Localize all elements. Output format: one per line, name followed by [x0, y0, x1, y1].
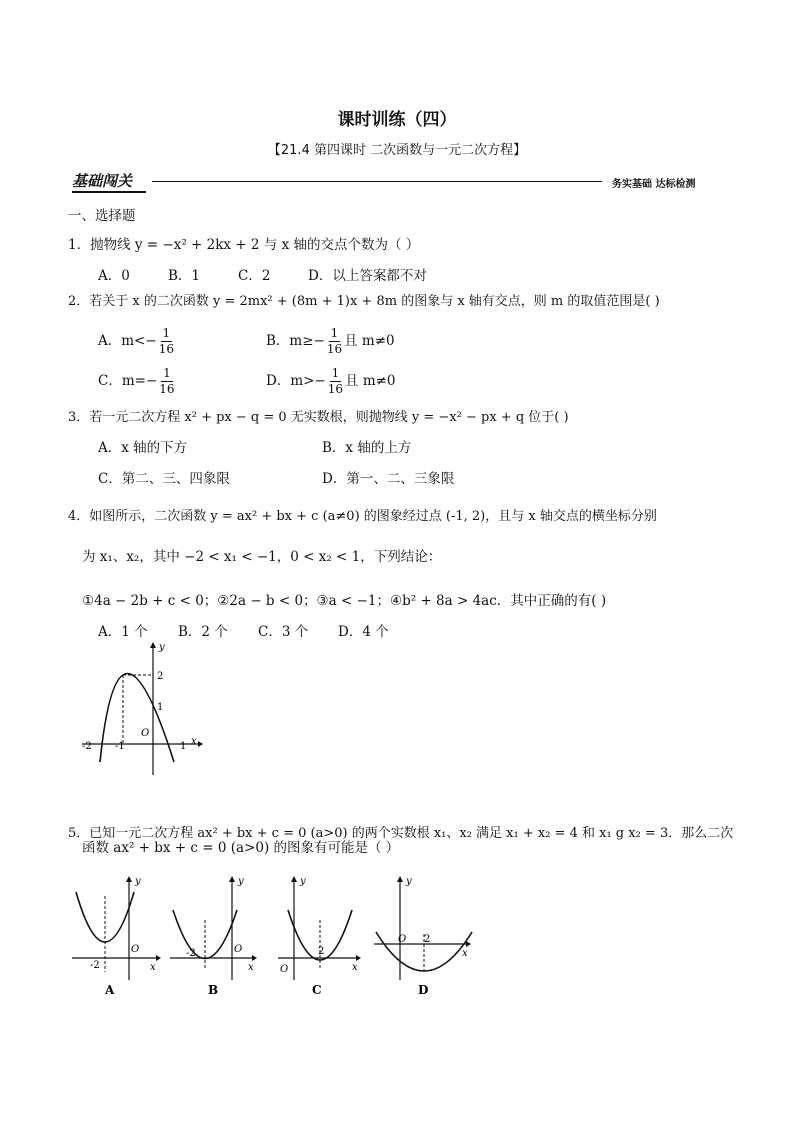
- x-axis-arrow: [198, 741, 203, 747]
- y-axis-arrow: [150, 642, 156, 648]
- q1-option-a: A．0: [98, 268, 130, 284]
- q5-graph-c: [272, 872, 367, 997]
- y-axis-label: y: [300, 876, 306, 887]
- section-label: 基础闯关: [72, 172, 133, 190]
- section-underline: [72, 191, 146, 193]
- fraction-numerator: 1: [163, 366, 171, 380]
- x-tick-label: 1: [180, 741, 187, 752]
- q4-line2: 为 x₁、x₂，其中 −2 < x₁ < −1，0 < x₂ < 1，下列结论：: [82, 549, 442, 565]
- q2-a-text: A．m<−: [98, 333, 157, 349]
- x-tick-label: -2: [82, 741, 92, 752]
- y-axis-arrow: [397, 876, 403, 882]
- q4-option-a: A．1 个: [98, 624, 148, 640]
- y-axis-label: y: [238, 876, 244, 887]
- q4-graph: [70, 640, 210, 780]
- choice-label: C: [312, 983, 322, 997]
- x-tick-label: -2: [186, 948, 196, 959]
- q4-option-b: B．2 个: [178, 624, 228, 640]
- fraction-numerator: 1: [331, 366, 340, 380]
- q5-graph-d: [372, 872, 477, 997]
- origin-label: O: [280, 964, 289, 975]
- q1-option-b: B．1: [168, 268, 201, 284]
- choice-label: D: [418, 983, 429, 997]
- q5-line2: 函数 ax² + bx + c = 0 (a>0) 的图象有可能是（ ）: [82, 840, 400, 856]
- fraction: [159, 366, 174, 397]
- x-axis-label: x: [352, 962, 358, 973]
- x-axis-arrow: [466, 941, 471, 947]
- origin-label: O: [141, 728, 150, 739]
- q4-option-d: D．4 个: [338, 624, 389, 640]
- x-tick-label: -1: [115, 741, 125, 752]
- q2-b-suffix: 且 m≠0: [344, 333, 395, 349]
- q3-option-b: B．x 轴的上方: [322, 440, 412, 456]
- fraction-denominator: 16: [327, 382, 344, 396]
- y-tick-label: 2: [157, 671, 164, 682]
- choice-label: A: [105, 983, 115, 997]
- fraction: [159, 326, 174, 357]
- q2-option-c: [98, 366, 177, 397]
- q2-option-b: [266, 326, 395, 357]
- page-title: 课时训练（四）: [337, 110, 457, 130]
- q2-d-text: D．m>−: [266, 373, 326, 389]
- q1-stem: 1．抛物线 y = −x² + 2kx + 2 与 x 轴的交点个数为（ ）: [68, 237, 420, 253]
- q1-option-c: C．2: [238, 268, 271, 284]
- q2-d-suffix: 且 m≠0: [345, 373, 396, 389]
- parabola-curve: [100, 674, 174, 763]
- q3-option-c: C．第二、三、四象限: [98, 471, 230, 487]
- y-axis-label: y: [406, 876, 412, 887]
- y-axis-arrow: [126, 876, 132, 882]
- fraction-numerator: 1: [162, 326, 171, 340]
- q5-line1: 5．已知一元二次方程 ax² + bx + c = 0 (a>0) 的两个实数根 x₁、x₂ 满足 x₁ + x₂ = 4 和 x₁ g x₂ = 3．那么二次: [68, 826, 734, 841]
- y-axis-arrow: [291, 876, 297, 882]
- q2-b-text: B．m≥−: [266, 333, 325, 349]
- section-tagline: 务实基础 达标检测: [612, 179, 696, 190]
- q2-option-d: [266, 366, 396, 397]
- q4-option-c: C．3 个: [258, 624, 309, 640]
- x-axis-arrow: [252, 955, 257, 961]
- q1-option-d: D．以上答案都不对: [308, 268, 427, 284]
- x-axis-arrow: [356, 955, 361, 961]
- q2-option-a: [98, 326, 176, 357]
- x-axis-label: x: [191, 736, 197, 747]
- x-tick-label: -2: [90, 960, 100, 971]
- origin-label: O: [234, 944, 243, 955]
- origin-label: O: [131, 944, 140, 955]
- choice-label: B: [208, 983, 219, 997]
- y-axis-label: y: [159, 642, 165, 653]
- fraction: [328, 366, 343, 397]
- fraction: [327, 326, 342, 357]
- q2-stem: 2．若关于 x 的二次函数 y = 2mx² + (8m + 1)x + 8m 的图象与 x 轴有交点，则 m 的取值范围是( ): [68, 294, 660, 309]
- q4-line3: ①4a − 2b + c < 0；②2a − b < 0；③a < −1；④b² + 8a > 4ac．其中正确的有( ): [82, 593, 607, 609]
- page-subtitle: 【21.4 第四课时 二次函数与一元二次方程】: [267, 143, 527, 158]
- fraction-denominator: 16: [326, 342, 343, 356]
- q2-c-text: C．m=−: [98, 373, 158, 389]
- q5-graph-a: [70, 872, 165, 997]
- x-axis-arrow: [156, 955, 161, 961]
- fraction-denominator: 16: [159, 382, 175, 396]
- q5-graph-b: [168, 872, 263, 997]
- part-heading: 一、选择题: [68, 208, 136, 224]
- q3-stem: 3．若一元二次方程 x² + px − q = 0 无实数根，则抛物线 y = −x² − px + q 位于( ): [68, 410, 569, 425]
- x-axis-label: x: [248, 962, 254, 973]
- section-divider: [152, 181, 602, 182]
- y-axis-arrow: [229, 876, 235, 882]
- x-tick-label: 2: [318, 946, 325, 957]
- fraction-numerator: 1: [330, 326, 339, 340]
- origin-label: O: [398, 934, 407, 945]
- q4-line1: 4．如图所示，二次函数 y = ax² + bx + c (a≠0) 的图象经过点 (-1, 2)，且与 x 轴交点的横坐标分别: [68, 509, 657, 524]
- x-tick-label: 2: [424, 934, 431, 945]
- fraction-denominator: 16: [158, 342, 174, 356]
- y-tick-label: 1: [157, 702, 164, 713]
- y-axis-label: y: [135, 876, 141, 887]
- x-axis-label: x: [150, 962, 156, 973]
- q3-option-d: D．第一、二、三象限: [322, 471, 455, 487]
- q3-option-a: A．x 轴的下方: [98, 440, 188, 456]
- x-axis-label: x: [462, 948, 468, 959]
